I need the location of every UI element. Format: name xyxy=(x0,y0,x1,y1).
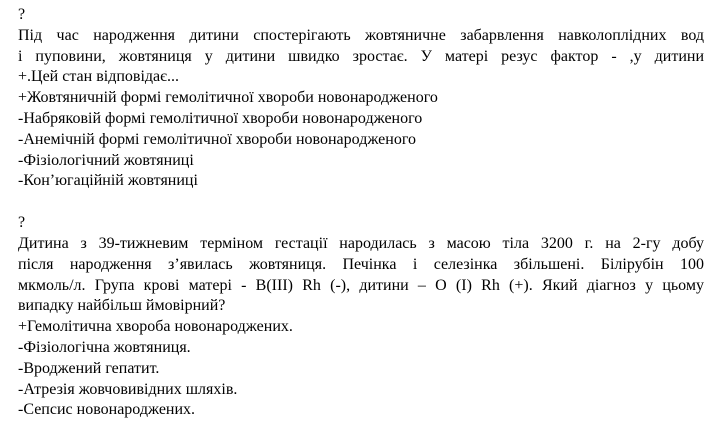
question-stem-line: випадку найбільш ймовірний? xyxy=(18,297,226,315)
answer-option: -Сепсис новонароджених. xyxy=(18,401,196,419)
answer-option: -Вроджений гепатит. xyxy=(18,359,160,377)
answer-option: -Набряковій формі гемолітичної хвороби новонародженого xyxy=(18,109,423,127)
document-body xyxy=(18,0,704,421)
question-marker: ? xyxy=(18,6,26,23)
question-stem-line: мкмоль/л. Група крові матері - В(ІІІ) Rh (-), дитини – О (І) Rh (+). Який діагноз у цьому xyxy=(18,276,704,294)
question-1 xyxy=(18,5,704,192)
question-stem-line: Під час народження дитини спостерігають жовтяничне забарвлення навколоплідних вод xyxy=(18,26,704,44)
question-2 xyxy=(18,213,704,421)
answer-option: -Кон’югаційній жовтяниці xyxy=(18,172,198,190)
blank-line xyxy=(18,192,704,213)
answer-option: -Фізіологічний жовтяниці xyxy=(18,151,194,169)
answer-option: -Анемічній формі гемолітичної хвороби новонародженого xyxy=(18,130,417,148)
question-stem-line: Дитина з 39-тижневим терміном гестації народилась з масою тіла 3200 г. на 2-гу добу xyxy=(18,234,704,252)
question-marker: ? xyxy=(18,214,26,232)
answer-option-correct: +Жовтяничній формі гемолітичної хвороби новонародженого xyxy=(18,89,438,107)
question-stem-line: +.Цей стан відповідає... xyxy=(18,68,180,86)
answer-option: -Атрезія жовчовивідних шляхів. xyxy=(18,380,238,398)
answer-option-correct: +Гемолітична хвороба новонароджених. xyxy=(18,318,293,336)
answer-option: -Фізіологічна жовтяниця. xyxy=(18,338,191,356)
question-stem-line: і пуповини, жовтяниця у дитини швидко зростає. У матері резус фактор - ,у дитини xyxy=(18,47,704,65)
question-stem-line: після народження з’явилась жовтяниця. Печінка і селезінка збільшені. Білірубін 100 xyxy=(18,255,704,273)
